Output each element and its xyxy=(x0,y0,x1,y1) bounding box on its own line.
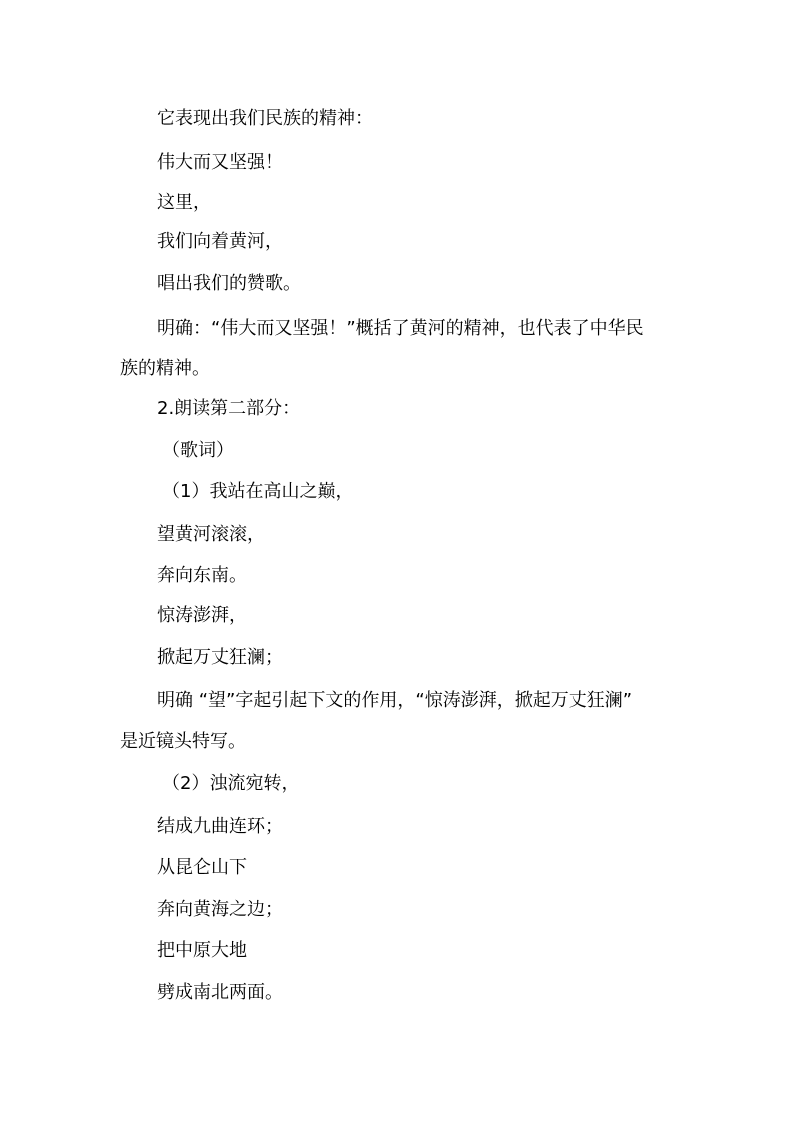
section-heading: 2.朗读第二部分： xyxy=(157,398,301,419)
text-line: 我们向着黄河， xyxy=(157,231,283,252)
text-line: 伟大而又坚强！ xyxy=(157,152,283,173)
answer-paragraph-line: 是近镜头特写。 xyxy=(120,731,246,752)
text-line: 劈成南北两面。 xyxy=(157,982,283,1003)
text-line: 奔向黄海之边； xyxy=(157,899,283,920)
answer-paragraph-line: 明确 “望”字起引起下文的作用，“惊涛澎湃，掀起万丈狂澜” xyxy=(157,690,633,711)
text-line: 它表现出我们民族的精神： xyxy=(157,108,373,129)
answer-paragraph-line: 族的精神。 xyxy=(120,358,210,379)
text-line: （1）我站在高山之巅， xyxy=(162,481,354,502)
text-line: 把中原大地 xyxy=(157,940,247,961)
text-line: 从昆仑山下 xyxy=(157,857,247,878)
text-line: 结成九曲连环； xyxy=(157,816,283,837)
text-line: 这里， xyxy=(157,192,211,213)
text-line: 掀起万丈狂澜； xyxy=(157,647,283,668)
text-line: （2）浊流宛转， xyxy=(162,773,300,794)
text-line: 唱出我们的赞歌。 xyxy=(157,273,301,294)
text-line: （歌词） xyxy=(162,440,234,461)
answer-paragraph-line: 明确：“伟大而又坚强！”概括了黄河的精神，也代表了中华民 xyxy=(157,318,644,339)
text-line: 奔向东南。 xyxy=(157,565,247,586)
text-line: 望黄河滚滚， xyxy=(157,524,265,545)
text-line: 惊涛澎湃， xyxy=(157,605,247,626)
